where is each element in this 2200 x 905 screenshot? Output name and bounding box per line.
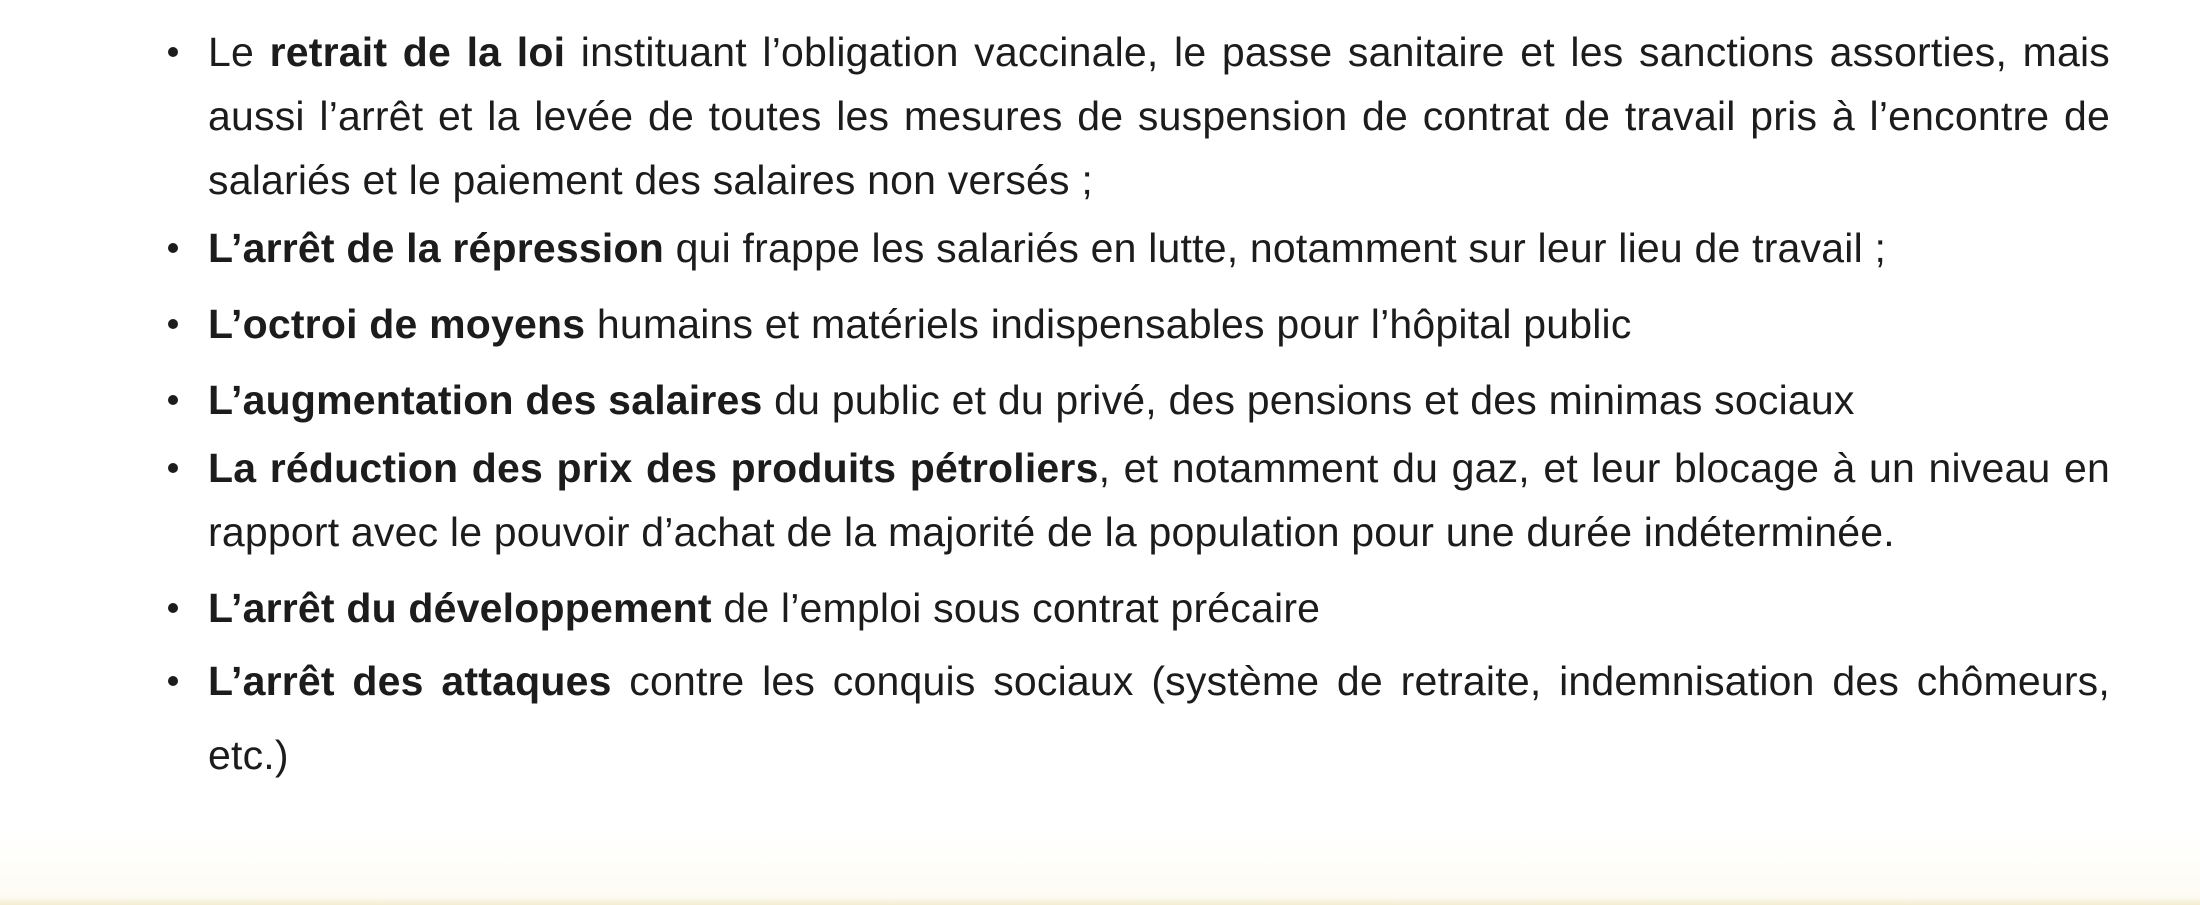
list-item xyxy=(160,292,2110,356)
item-text: humains et matériels indispensables pour l’hôpital public xyxy=(585,301,1632,347)
item-lead: L’arrêt des attaques xyxy=(208,658,612,704)
list-item xyxy=(160,368,2110,432)
bullet-icon xyxy=(168,243,178,253)
bullet-icon xyxy=(168,395,178,405)
item-text: du public et du privé, des pensions et des minimas sociaux xyxy=(762,377,1855,423)
list-item xyxy=(160,576,2110,640)
list-item xyxy=(160,216,2110,280)
list-item xyxy=(160,644,2110,792)
bullet-icon xyxy=(168,47,178,57)
item-prefix: Le xyxy=(208,29,270,75)
list-item xyxy=(160,20,2110,212)
item-lead: L’arrêt de la répression xyxy=(208,225,665,271)
item-lead: L’augmentation des salaires xyxy=(208,377,763,423)
item-text: de l’emploi sous contrat précaire xyxy=(711,585,1321,631)
item-text: instituant l’obligation vaccinale, le passe sanitaire et les sanctions assorties, mais aussi l’arrêt et la levée de toutes les mesures de suspension de contrat de travail pris à l’encontre de salariés et le paiement des salaires non versés ; xyxy=(208,29,2110,203)
item-lead: L’octroi de moyens xyxy=(208,301,586,347)
item-text: qui frappe les salariés en lutte, notamment sur leur lieu de travail ; xyxy=(664,225,1887,271)
list-item xyxy=(160,436,2110,564)
bullet-icon xyxy=(168,319,178,329)
page-bottom-edge xyxy=(0,897,2200,905)
item-text: , et notamment du gaz, et leur blocage à un niveau en rapport avec le pouvoir d’achat de la majorité de la population pour une durée indéterminée. xyxy=(208,445,2110,555)
bullet-icon xyxy=(168,676,178,686)
item-lead: L’arrêt du développement xyxy=(208,585,712,631)
bullet-icon xyxy=(168,603,178,613)
item-lead: retrait de la loi xyxy=(269,29,566,75)
item-lead: La réduction des prix des produits pétroliers xyxy=(208,445,1099,491)
demands-list xyxy=(160,20,2110,792)
bullet-icon xyxy=(168,463,178,473)
item-text: contre les conquis sociaux (système de retraite, indemnisation des chômeurs, etc.) xyxy=(208,658,2110,778)
